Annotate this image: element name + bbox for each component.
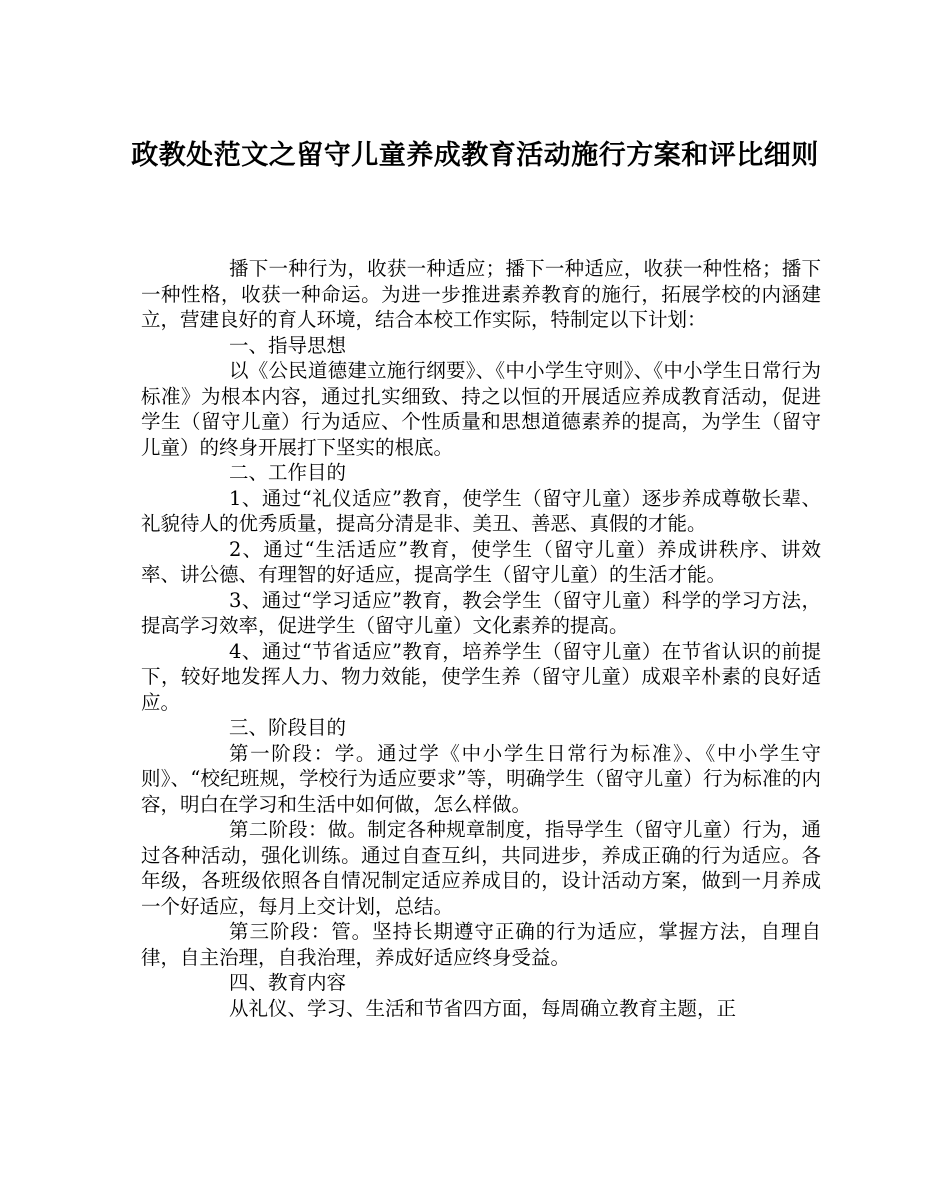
intro-paragraph: 播下一种行为，收获一种适应；播下一种适应，收获一种性格；播下一种性格，收获一种命运。为进一步推进素养教育的施行，拓展学校的内涵建立，营建良好的育人环境，结合本校工作实际，特制定以下计划： — [141, 257, 821, 331]
stage-goal-item-1: 第一阶段：学。通过学《中小学生日常行为标准》、《中小学生守则》、“校纪班规，学校行为适应要求”等，明确学生（留守儿童）行为标准的内容，明白在学习和生活中如何做，怎么样做。 — [141, 741, 821, 816]
work-goal-item-4: 4、通过“节省适应”教育，培养学生（留守儿童）在节省认识的前提下，较好地发挥人力、物力效能，使学生养（留守儿童）成艰辛朴素的良好适应。 — [141, 639, 821, 714]
education-content-paragraph: 从礼仪、学习、生活和节省四方面，每周确立教育主题，正 — [229, 996, 737, 1020]
guiding-ideology-paragraph: 以《公民道德建立施行纲要》、《中小学生守则》、《中小学生日常行为标准》为根本内容，通过扎实细致、持之以恒的开展适应养成教育活动，促进学生（留守儿童）行为适应、个性质量和思想道德素养的提高，为学生（留守儿童）的终身开展打下坚实的根底。 — [141, 359, 821, 459]
stage-goal-item-2: 第二阶段：做。制定各种规章制度，指导学生（留守儿童）行为，通过各种活动，强化训练。通过自查互纠，共同进步，养成正确的行为适应。各年级，各班级依照各自情况制定适应养成目的，设计活动方案，做到一月养成一个好适应，每月上交计划，总结。 — [141, 818, 821, 918]
work-goal-item-2: 2、通过“生活适应”教育，使学生（留守儿童）养成讲秩序、讲效率、讲公德、有理智的好适应，提高学生（留守儿童）的生活才能。 — [141, 537, 821, 586]
document-title: 政教处范文之留守儿童养成教育活动施行方案和评比细则 — [131, 140, 819, 171]
section-heading-guiding-ideology: 一、指导思想 — [229, 333, 347, 357]
section-heading-work-goals: 二、工作目的 — [229, 461, 347, 484]
section-heading-stage-goals: 三、阶段目的 — [229, 716, 347, 739]
stage-goal-item-3: 第三阶段：管。坚持长期遵守正确的行为适应，掌握方法，自理自律，自主治理，自我治理，养成好适应终身受益。 — [141, 920, 821, 969]
section-heading-education-content: 四、教育内容 — [229, 971, 347, 994]
work-goal-item-3: 3、通过“学习适应”教育，教会学生（留守儿童）科学的学习方法，提高学习效率，促进学生（留守儿童）文化素养的提高。 — [141, 588, 821, 637]
work-goal-item-1: 1、通过“礼仪适应”教育，使学生（留守儿童）逐步养成尊敬长辈、礼貌待人的优秀质量，提高分清是非、美丑、善恶、真假的才能。 — [141, 486, 821, 535]
document-body — [141, 256, 821, 1021]
